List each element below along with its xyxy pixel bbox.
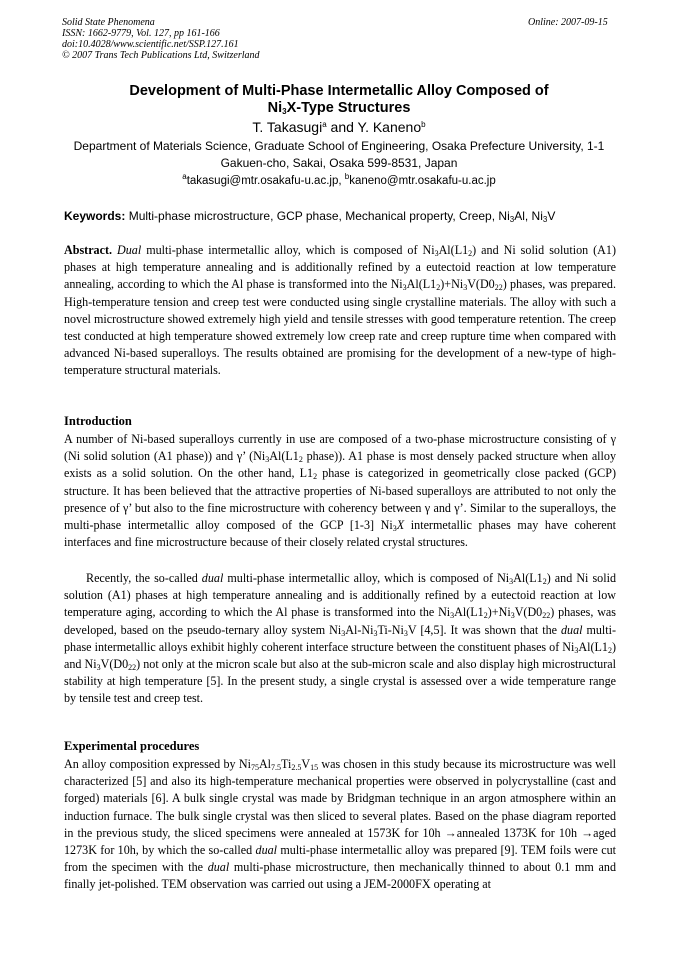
introduction-paragraph-2: Recently, the so-called dual multi-phase intermetallic alloy, which is composed of $Ni_3Al(L1_2)$ and Ni solid solution (A1) phases at high temperature annealing and is additionally refined by a eutectoid reaction at low temperature aging, according to which the Al phase is transformed into the $Ni_3Al(L1_2)+Ni_3V(D0_{22})$ phases, was developed, based on the pseudo-ternary alloy system $Ni_3Al-Ni_3Ti-Ni_3V$ [4,5]. It was shown that the dual multi-phase intermetallic alloys exhibit highly coherent interface structure between the constituent phases of $Ni_3Al(L1_2)$ and $Ni_3V(D0_{22})$ not only at the micron scale but also at the sub-micron scale and also display high microstructural stability at high temperature [5]. In the present study, a single crystal is assessed over a wide temperature range by tensile test and creep test. bbox=[64, 571, 616, 706]
affiliation: Department of Materials Science, Graduate School of Engineering, Osaka Prefecture University, 1-1 Gakuen-cho, Sakai, Osaka 599-8531, Japan bbox=[73, 139, 605, 170]
introduction-paragraph-1: A number of Ni-based superalloys currently in use are composed of a two-phase microstructure consisting of γ (Ni solid solution (A1 phase)) and γ’ ($Ni_3Al(L1_2$ phase)). A1 phase is most densely packed structure when alloy exists as a solid solution. On the other hand, $L1_2$ phase is categorized in geometrically close packed (GCP) structure. It has been believed that the attractive properties of Ni-based superalloys are attributed to not only the presence of γ’ but also to the fine microstructure with coherency between γ and γ’. Similar to the superalloys, the multi-phase intermetallic alloy composed of the GCP [1-3] $Ni_3X$ intermetallic phases may have coherent interfaces and fine microstructure because of their closely related crystal structures. bbox=[64, 432, 616, 550]
title-line-2: $Ni_3X$-Type Structures bbox=[267, 100, 411, 116]
author-emails: $^a$takasugi@mtr.osakafu-u.ac.jp, $^b$kaneno@mtr.osakafu-u.ac.jp bbox=[182, 172, 496, 187]
title-line-1: Development of Multi-Phase Intermetallic Alloy Composed of bbox=[129, 83, 549, 99]
author-2: Y. Kaneno bbox=[357, 119, 422, 135]
paper-title bbox=[62, 83, 616, 117]
keywords-label: Keywords: bbox=[64, 209, 126, 223]
online-date: Online: 2007-09-15 bbox=[528, 17, 608, 28]
author-1: T. Takasugi bbox=[252, 119, 323, 135]
authors: T. Takasugi$^a$ and Y. Kaneno$^b$ bbox=[252, 119, 426, 135]
keywords: Keywords: Multi-phase microstructure, GCP phase, Mechanical property, Creep, $Ni_3Al$, $Ni_3V$ bbox=[64, 209, 556, 224]
abstract-label: Abstract. bbox=[64, 243, 113, 257]
email-b[interactable]: kaneno@mtr.osakafu-u.ac.jp bbox=[349, 175, 496, 187]
journal-copyright: © 2007 Trans Tech Publications Ltd, Switzerland bbox=[62, 50, 260, 61]
journal-issn: ISSN: 1662-9779, Vol. 127, pp 161-166 bbox=[62, 28, 220, 39]
abstract: Abstract. Dual multi-phase intermetallic alloy, which is composed of $Ni_3Al(L1_2)$ and Ni solid solution (A1) phases at high temperature annealing and is additionally refined by a eutectoid reaction at low temperature annealing, according to which the Al phase is transformed into the $Ni_3Al(L1_2)+Ni_3V(D0_{22})$ phases, was prepared. High-temperature tension and creep test were conducted using single crystalline materials. The alloy with such a novel microstructure showed extremely high yield and tensile stresses with good temperature retention. The creep test conducted at high temperature showed extremely low creep rate and creep rupture time when compared with advanced Ni-based superalloys. The results obtained are promising for the development of a new-type of high-temperature structural materials. bbox=[64, 243, 616, 378]
email-a[interactable]: takasugi@mtr.osakafu-u.ac.jp bbox=[186, 175, 339, 187]
journal-info bbox=[62, 17, 260, 61]
introduction-heading: Introduction bbox=[64, 414, 132, 428]
experimental-heading: Experimental procedures bbox=[64, 739, 200, 753]
experimental-paragraph: An alloy composition expressed by $Ni_{75}Al_{7.5}Ti_{2.5}V_{15}$ was chosen in this study because its microstructure was well characterized [5] and also its high-temperature mechanical properties were observed in polycrystalline (cast and forged) materials [6]. A bulk single crystal was made by Bridgman technique in an argon atmosphere within an induction furnace. The bulk single crystal was then sliced to several plates. Based on the phase diagram reported in the previous study, the sliced specimens were annealed at 1573K for 10h →annealed 1373K for 10h →aged 1273K for 10h, by which the so-called dual multi-phase intermetallic alloy was prepared [9]. TEM foils were cut from the specimen with the dual multi-phase microstructure, then mechanically thinned to about 0.1 mm and finally jet-polished. TEM observation was carried out using a JEM-2000FX operating at bbox=[64, 757, 617, 892]
journal-name: Solid State Phenomena bbox=[62, 17, 155, 28]
journal-doi: doi:10.4028/www.scientific.net/SSP.127.161 bbox=[62, 39, 239, 50]
